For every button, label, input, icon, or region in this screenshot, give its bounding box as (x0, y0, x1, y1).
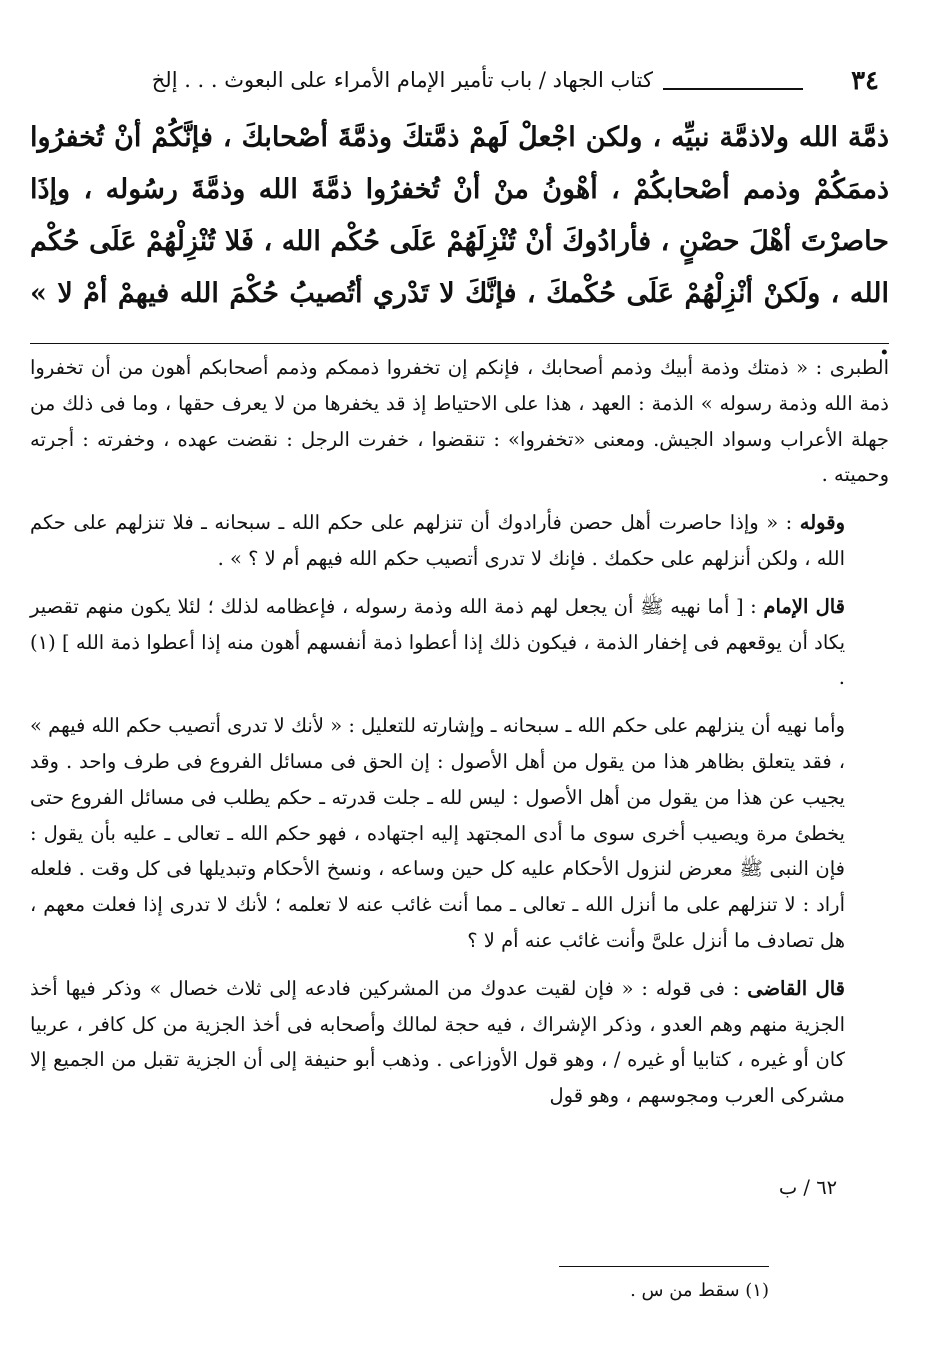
paragraph-lead: قال الإمام (763, 594, 846, 618)
paragraph-text: وأما نهيه أن ينزلهم على حكم الله ـ سبحانه ـ وإشارته للتعليل : « لأنك لا تدرى أتصيب حكم الله فيهم » ، فقد يتعلق بظاهر هذا من يقول من أهل الأصول : إن الحق فى مسائل الفروع فى طرف واحد . وقد يجيب عن هذا من يقول من أهل الأصول : ليس لله ـ جلت قدرته ـ حكم يطلب فى مسائل الفروع حتى يخطئ مرة ويصيب أخرى سوى ما أدى المجتهد إليه اجتهاده ، فهو حكم الله ـ تعالى ـ عليه بأن يقول : فإن النبى ﷺ معرض لنزول الأحكام عليه كل حين وساعه ، ونسخ الأحكام وتبديلها فى كل وقت . فلعله أراد : لا تنزلهم على ما أنزل الله ـ تعالى ـ مما أنت غائب عنه لا تعلمه ؛ لأنك لا تدرى إذا فعلت معهم ، هل تصادف ما أنزل علىَّ وأنت غائب عنه أم لا ؟ (30, 714, 845, 952)
paragraph-tailil (30, 708, 889, 959)
paragraph-qawluhu (30, 505, 889, 577)
paragraph-qadi (30, 971, 889, 1114)
manuscript-folio-note: ٦٢ / ب (778, 1176, 838, 1199)
section-divider (30, 343, 889, 344)
paragraph-text: : « وإذا حاصرت أهل حصن فأرادوك أن تنزلهم على حكم الله ـ سبحانه ـ فلا تنزلهم على حكم الله ، ولكن أنزلهم على حكمك . فإنك لا تدرى أتصيب حكم الله فيهم أم لا ؟ » . (30, 511, 845, 570)
hadith-text: ذمَّة الله ولاذمَّة نبيِّه ، ولكن اجْعلْ لَهمْ ذمَّتكَ وذمَّةَ أصْحابكَ ، فإنَّكُمْ أنْ تُخفرُوا ذممَكُمْ وذمم أصْحابكُمْ ، أهْونُ منْ أنْ تُخفرُوا ذمَّةَ الله وذمَّةَ رسُوله ، وإذَا حاصرْتَ أهْلَ حصْنٍ ، فأرادُوكَ أنْ تُنْزِلَهُمْ عَلَى حُكْم الله ، فَلا تُنْزِلْهُمْ عَلَى حُكْم الله ، ولَكنْ أنْزِلْهُمْ عَلَى حُكْمكَ ، فإنَّكَ لا تَدْري أتُصيبُ حُكْمَ الله فيهمْ أمْ لا » . (30, 122, 889, 361)
header-rule (663, 88, 803, 90)
running-title: كتاب الجهاد / باب تأمير الإمام الأمراء على البعوث . . . إلخ (151, 68, 653, 92)
page-number: ٣٤ (851, 66, 879, 96)
paragraph-text: الطبرى : « ذمتك وذمة أبيك وذمم أصحابك ، فإنكم إن تخفروا ذممكم وذمم أصحابكم أهون من أن تخفروا ذمة الله وذمة رسوله » الذمة : العهد ، هذا على الاحتياط إذ قد يخفرها من لا يعرف حقها ، وما فى ذلك من جهلة الأعراب وسواد الجيش. ومعنى «تخفروا» : تنقضوا ، خفرت الرجل : نقضت عهده ، وخفرته : أجرته وحميته . (30, 356, 889, 487)
paragraph-text: : فى قوله : « فإن لقيت عدوك من المشركين فادعه إلى ثلاث خصال » وذكر فيها أخذ الجزية منهم وهم العدو ، وذكر الإشراك ، فيه حجة لمالك وأصحابه فى أخذ الجزية من كل كافر ، عربيا كان أو غيره ، كتابيا أو غيره / ، وهو قول الأوزاعى . وذهب أبو حنيفة إلى أن الجزية تقبل من الجميع إلا مشركى العرب ومجوسهم ، وهو قول (30, 976, 845, 1108)
paragraph-lead: وقوله (799, 511, 845, 535)
paragraph-tabari (30, 350, 889, 493)
page-header (30, 66, 889, 102)
paragraph-text: : [ أما نهيه ﷺ أن يجعل لهم ذمة الله وذمة رسوله ، فإعظامه لذلك ؛ لئلا يكون منهم تقصير يكاد أن يوقعهم فى إخفار الذمة ، فيكون ذلك إذا أعطوا ذمة أنفسهم أهون منه إذا أعطوا ذمة الله ] (١) . (30, 594, 845, 690)
paragraph-lead: قال القاضى (747, 976, 846, 1000)
footnote: (١) سقط من س . (630, 1280, 769, 1301)
commentary (30, 350, 889, 1114)
footnote-divider (559, 1266, 769, 1267)
paragraph-imam (30, 589, 889, 696)
